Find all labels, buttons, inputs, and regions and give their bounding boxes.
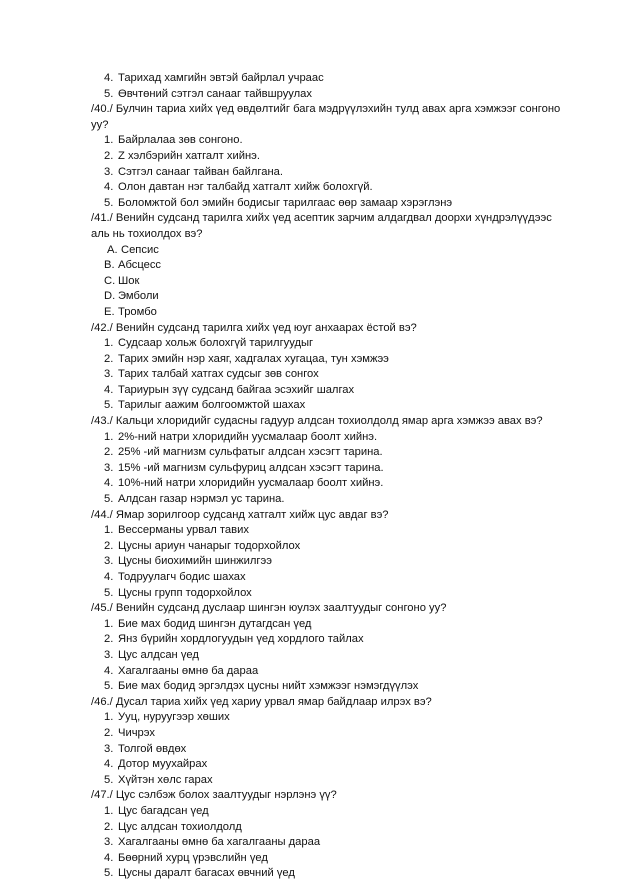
q46-option-5 <box>0 773 638 789</box>
q43-option-1 <box>0 430 638 446</box>
option-letter: E. <box>104 305 115 318</box>
option-number: 5. <box>104 399 114 412</box>
question-44: /44./ Ямар зорилгоор судсанд хатгалт хийж цус авдаг вэ? <box>91 508 389 521</box>
q44-option-2 <box>0 539 638 555</box>
option-text: Тариурын зүү судсанд байгаа эсэхийг шалгах <box>118 383 355 396</box>
q47-option-1 <box>0 804 638 820</box>
option-text: Алдсан газар нэрмэл ус тарина. <box>118 493 285 506</box>
option-number: 5. <box>104 87 114 100</box>
option-letter: C. <box>104 274 116 287</box>
option-text: Z хэлбэрийн хатгалт хийнэ. <box>118 149 260 162</box>
option-text: Цус алдсан тохиолдолд <box>118 820 242 833</box>
document-page <box>0 71 638 882</box>
option-text: Цусны биохимийн шинжилгээ <box>118 555 272 568</box>
q41-option-d <box>0 289 638 305</box>
option-number: 5. <box>104 680 114 693</box>
option-number: 4. <box>104 383 114 396</box>
option-number: 1. <box>104 804 114 817</box>
option-text: Тарихад хамгийн эвтэй байрлал учраас <box>118 72 324 84</box>
option-text: Тарих талбай хатгах судсыг зөв сонгох <box>118 368 319 381</box>
option-number: 2. <box>104 726 114 739</box>
option-text: Эмболи <box>118 290 159 303</box>
q46-option-1 <box>0 710 638 726</box>
q45-option-5 <box>0 679 638 695</box>
question-41: /41./ Венийн судсанд тарилга хийх үед асептик зарчим алдагдвал доорхи хүндрэлүүдээс аль нь тохиолдох вэ? <box>91 212 552 240</box>
option-number: 5. <box>104 196 114 209</box>
option-text: Тарих эмийн нэр хаяг, хадгалах хугацаа, тун хэмжээ <box>118 352 389 365</box>
option-number: 2. <box>104 539 114 552</box>
option-text: 15% -ий магнизм сульфуриц алдсан хэсэгт тарина. <box>118 461 384 474</box>
option-text: Вессерманы урвал тавих <box>118 524 249 537</box>
option-number: 2. <box>104 352 114 365</box>
q40-option-3 <box>0 165 638 181</box>
q40-option-1 <box>0 133 638 149</box>
q46-option-4 <box>0 757 638 773</box>
option-number: 5. <box>104 773 114 786</box>
option-number: 3. <box>104 836 114 849</box>
option-text: Судсаар хольж болохгүй тарилгуудыг <box>118 337 314 350</box>
option-number: 2. <box>104 149 114 162</box>
q47-option-5 <box>0 866 638 882</box>
option-text: Толгой өвдөх <box>118 742 187 755</box>
q42-option-3 <box>0 367 638 383</box>
q44-option-3 <box>0 554 638 570</box>
option-number: 3. <box>104 648 114 661</box>
option-text: Цус алдсан үед <box>118 648 199 661</box>
option-number: 1. <box>104 134 114 147</box>
question-42: /42./ Венийн судсанд тарилга хийх үед юуг анхаарах ёстой вэ? <box>91 321 417 334</box>
q40-option-4 <box>0 180 638 196</box>
q47-option-3 <box>0 835 638 851</box>
option-text: Тарилыг аажим болгоомжтой шахах <box>118 399 306 412</box>
option-text: Цус багадсан үед <box>118 804 209 817</box>
option-text: 2%-ний натри хлоридийн уусмалаар боолт хийнэ. <box>118 430 378 443</box>
q41-option-e <box>0 305 638 321</box>
option-number: 3. <box>104 555 114 568</box>
q45-option-3 <box>0 648 638 664</box>
q44-option-1 <box>0 523 638 539</box>
option-text: Цусны даралт багасах өвчний үед <box>118 867 295 880</box>
q42-option-1 <box>0 336 638 352</box>
option-text: Хагалгааны өмнө ба хагалгааны дараа <box>118 836 321 849</box>
option-letter: D. <box>104 290 116 303</box>
question-46: /46./ Дусал тариа хийх үед хариу урвал ямар байдлаар илрэх вэ? <box>91 695 432 708</box>
option-number: 2. <box>104 633 114 646</box>
option-text: Хүйтэн хөлс гарах <box>118 773 213 786</box>
option-text: Байрлалаа зөв сонгоно. <box>118 134 243 147</box>
q46-option-2 <box>0 726 638 742</box>
option-number: 3. <box>104 368 114 381</box>
option-text: Тромбо <box>118 305 157 318</box>
option-number: 2. <box>104 446 114 459</box>
option-number: 3. <box>104 742 114 755</box>
option-number: 4. <box>104 72 114 84</box>
option-text: Сепсис <box>121 243 159 256</box>
q45-option-2 <box>0 632 638 648</box>
option-number: 1. <box>104 430 114 443</box>
q43-option-5 <box>0 492 638 508</box>
q45-option-1 <box>0 617 638 633</box>
q43-option-2 <box>0 445 638 461</box>
q43-option-4 <box>0 476 638 492</box>
option-text: Олон давтан нэг талбайд хатгалт хийж болохгүй. <box>118 181 373 194</box>
option-number: 4. <box>104 758 114 771</box>
q40-option-2 <box>0 149 638 165</box>
option-number: 2. <box>104 820 114 833</box>
option-number: 4. <box>104 181 114 194</box>
question-43: /43./ Кальци хлоридийг судасны гадуур алдсан тохиолдолд ямар арга хэмжээ авах вэ? <box>91 415 543 428</box>
option-letter: B. <box>104 259 115 272</box>
option-text: Хагалгааны өмнө ба дараа <box>118 664 259 677</box>
option-number: 4. <box>104 851 114 864</box>
option-number: 4. <box>104 664 114 677</box>
option-number: 5. <box>104 586 114 599</box>
option-text: Сэтгэл санааг тайван байлгана. <box>118 165 283 178</box>
option-text: 10%-ний натри хлоридийн уусмалаар боолт хийнэ. <box>118 477 384 490</box>
q45-option-4 <box>0 664 638 680</box>
option-text: Бөөрний хурц үрэвслийн үед <box>118 851 268 864</box>
top-option-5 <box>0 87 638 103</box>
q46-option-3 <box>0 742 638 758</box>
option-text: Шок <box>118 274 140 287</box>
option-text: Дотор муухайрах <box>118 758 208 771</box>
option-number: 5. <box>104 867 114 880</box>
option-text: Бие мах бодид эргэлдэх цусны нийт хэмжээг нэмэгдүүлэх <box>118 680 419 693</box>
q41-option-b <box>0 258 638 274</box>
option-text: Өвчтөний сэтгэл санааг тайвшруулах <box>118 87 312 100</box>
option-number: 1. <box>104 711 114 724</box>
option-number: 3. <box>104 165 114 178</box>
q41-option-c <box>0 274 638 290</box>
option-text: Тодруулагч бодис шахах <box>118 571 246 583</box>
question-40: /40./ Булчин тариа хийх үед өвдөлтийг бага мэдрүүлэхийн тулд авах арга хэмжээг сонгоно уу? <box>91 103 561 131</box>
option-text: Абсцесс <box>118 259 162 272</box>
q42-option-4 <box>0 383 638 399</box>
option-number: 4. <box>104 477 114 490</box>
option-number: 1. <box>104 524 114 537</box>
q42-option-5 <box>0 398 638 414</box>
q44-option-5 <box>0 586 638 602</box>
option-number: 3. <box>104 461 114 474</box>
option-text: Цусны групп тодорхойлох <box>118 586 252 599</box>
option-number: 1. <box>104 617 114 630</box>
q42-option-2 <box>0 352 638 368</box>
option-text: Чичрэх <box>118 726 155 739</box>
option-letter: A. <box>107 243 118 256</box>
question-45: /45./ Венийн судсанд дуслаар шингэн юулэх заалтуудыг сонгоно уу? <box>91 602 447 615</box>
q47-option-2 <box>0 820 638 836</box>
option-number: 5. <box>104 493 114 506</box>
q40-option-5 <box>0 196 638 212</box>
option-text: Ууц, нуруугээр хөших <box>118 711 230 724</box>
option-text: Бие мах бодид шингэн дутагдсан үед <box>118 617 312 630</box>
option-text: Цусны ариун чанарыг тодорхойлох <box>118 539 301 552</box>
q41-option-a <box>0 243 638 259</box>
q47-option-4 <box>0 851 638 867</box>
option-number: 1. <box>104 337 114 350</box>
q43-option-3 <box>0 461 638 477</box>
option-text: 25% -ий магнизм сульфатыг алдсан хэсэгт тарина. <box>118 446 383 459</box>
option-text: Янз бүрийн хордлогуудын үед хордлого тайлах <box>118 633 364 646</box>
top-option-4 <box>0 71 638 87</box>
option-number: 4. <box>104 571 114 583</box>
question-47: /47./ Цус сэлбэж болох заалтуудыг нэрлэнэ үү? <box>91 789 337 802</box>
q44-option-4 <box>0 570 638 586</box>
option-text: Боломжтой бол эмийн бодисыг тарилгаас өөр замаар хэрэглэнэ <box>118 196 453 209</box>
